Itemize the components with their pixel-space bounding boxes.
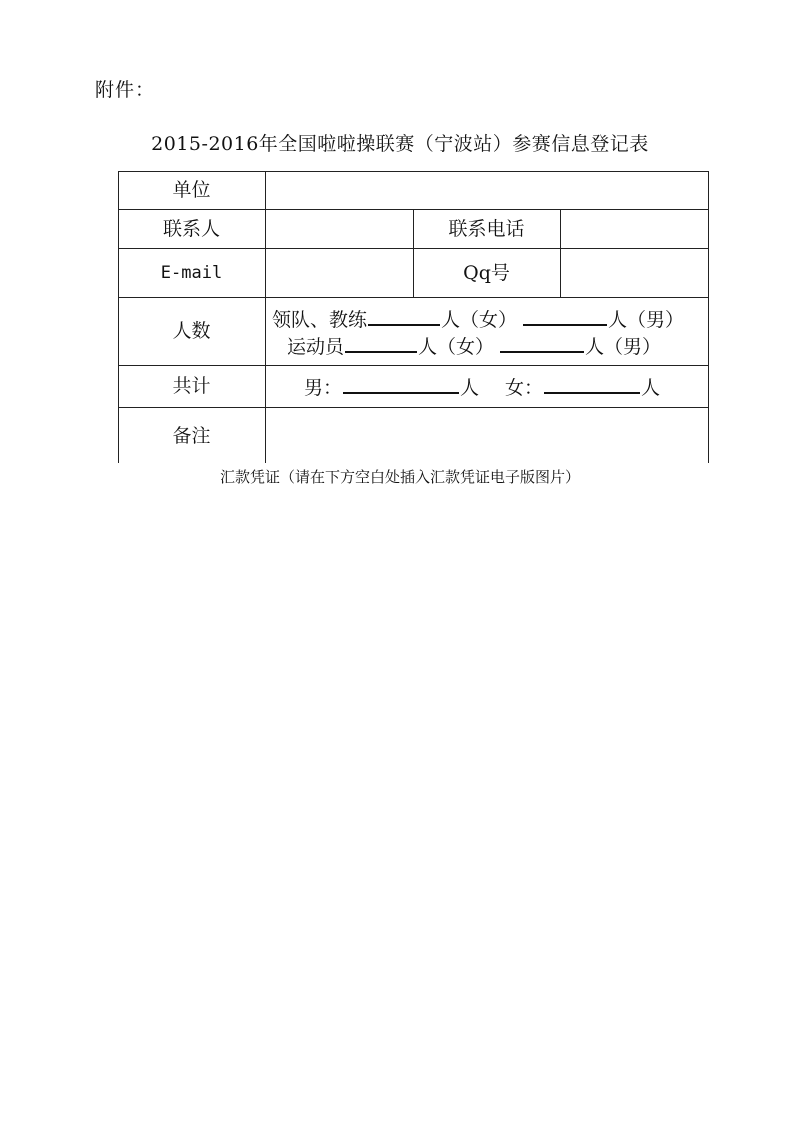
total-line bbox=[304, 374, 660, 400]
table-border-right bbox=[708, 171, 709, 463]
phone-field[interactable] bbox=[561, 210, 708, 248]
male-prefix: 男： bbox=[304, 377, 343, 399]
email-label: E-mail bbox=[160, 263, 223, 283]
athletes-female-count-blank[interactable] bbox=[345, 333, 417, 353]
leaders-coaches-line bbox=[272, 306, 684, 332]
unit-label: 单位 bbox=[172, 179, 211, 201]
payment-voucher-note: 汇款凭证（请在下方空白处插入汇款凭证电子版图片） bbox=[219, 468, 580, 486]
registration-form-table bbox=[118, 171, 709, 463]
athletes-male-count-blank[interactable] bbox=[500, 333, 584, 353]
female-prefix: 女： bbox=[505, 377, 544, 399]
male-suffix: 人（男） bbox=[585, 336, 662, 358]
leaders-coaches-label: 领队、教练 bbox=[272, 309, 368, 331]
table-border-left bbox=[118, 171, 119, 463]
total-male-count-blank[interactable] bbox=[343, 374, 459, 394]
attachment-label: 附件： bbox=[95, 79, 156, 101]
person-unit: 人 bbox=[460, 377, 480, 399]
athletes-label: 运动员 bbox=[287, 336, 345, 358]
phone-label: 联系电话 bbox=[448, 218, 525, 240]
qq-label: Qq号 bbox=[463, 262, 510, 284]
female-suffix: 人（女） bbox=[441, 309, 518, 331]
remarks-field[interactable] bbox=[266, 408, 708, 463]
contact-label: 联系人 bbox=[162, 218, 220, 240]
contact-field[interactable] bbox=[266, 210, 413, 248]
total-female-count-blank[interactable] bbox=[544, 374, 640, 394]
people-count-label: 人数 bbox=[172, 320, 211, 342]
table-row-divider bbox=[118, 365, 709, 366]
qq-field[interactable] bbox=[561, 249, 708, 297]
leaders-male-count-blank[interactable] bbox=[523, 306, 607, 326]
male-suffix: 人（男） bbox=[608, 309, 685, 331]
athletes-line bbox=[287, 333, 661, 359]
page-title: 2015-2016年全国啦啦操联赛（宁波站）参赛信息登记表 bbox=[151, 133, 649, 155]
leaders-female-count-blank[interactable] bbox=[368, 306, 440, 326]
female-suffix: 人（女） bbox=[418, 336, 495, 358]
unit-field[interactable] bbox=[266, 172, 708, 209]
remarks-label: 备注 bbox=[172, 425, 211, 447]
total-label: 共计 bbox=[172, 375, 211, 397]
email-field[interactable] bbox=[266, 249, 413, 297]
person-unit: 人 bbox=[641, 377, 661, 399]
